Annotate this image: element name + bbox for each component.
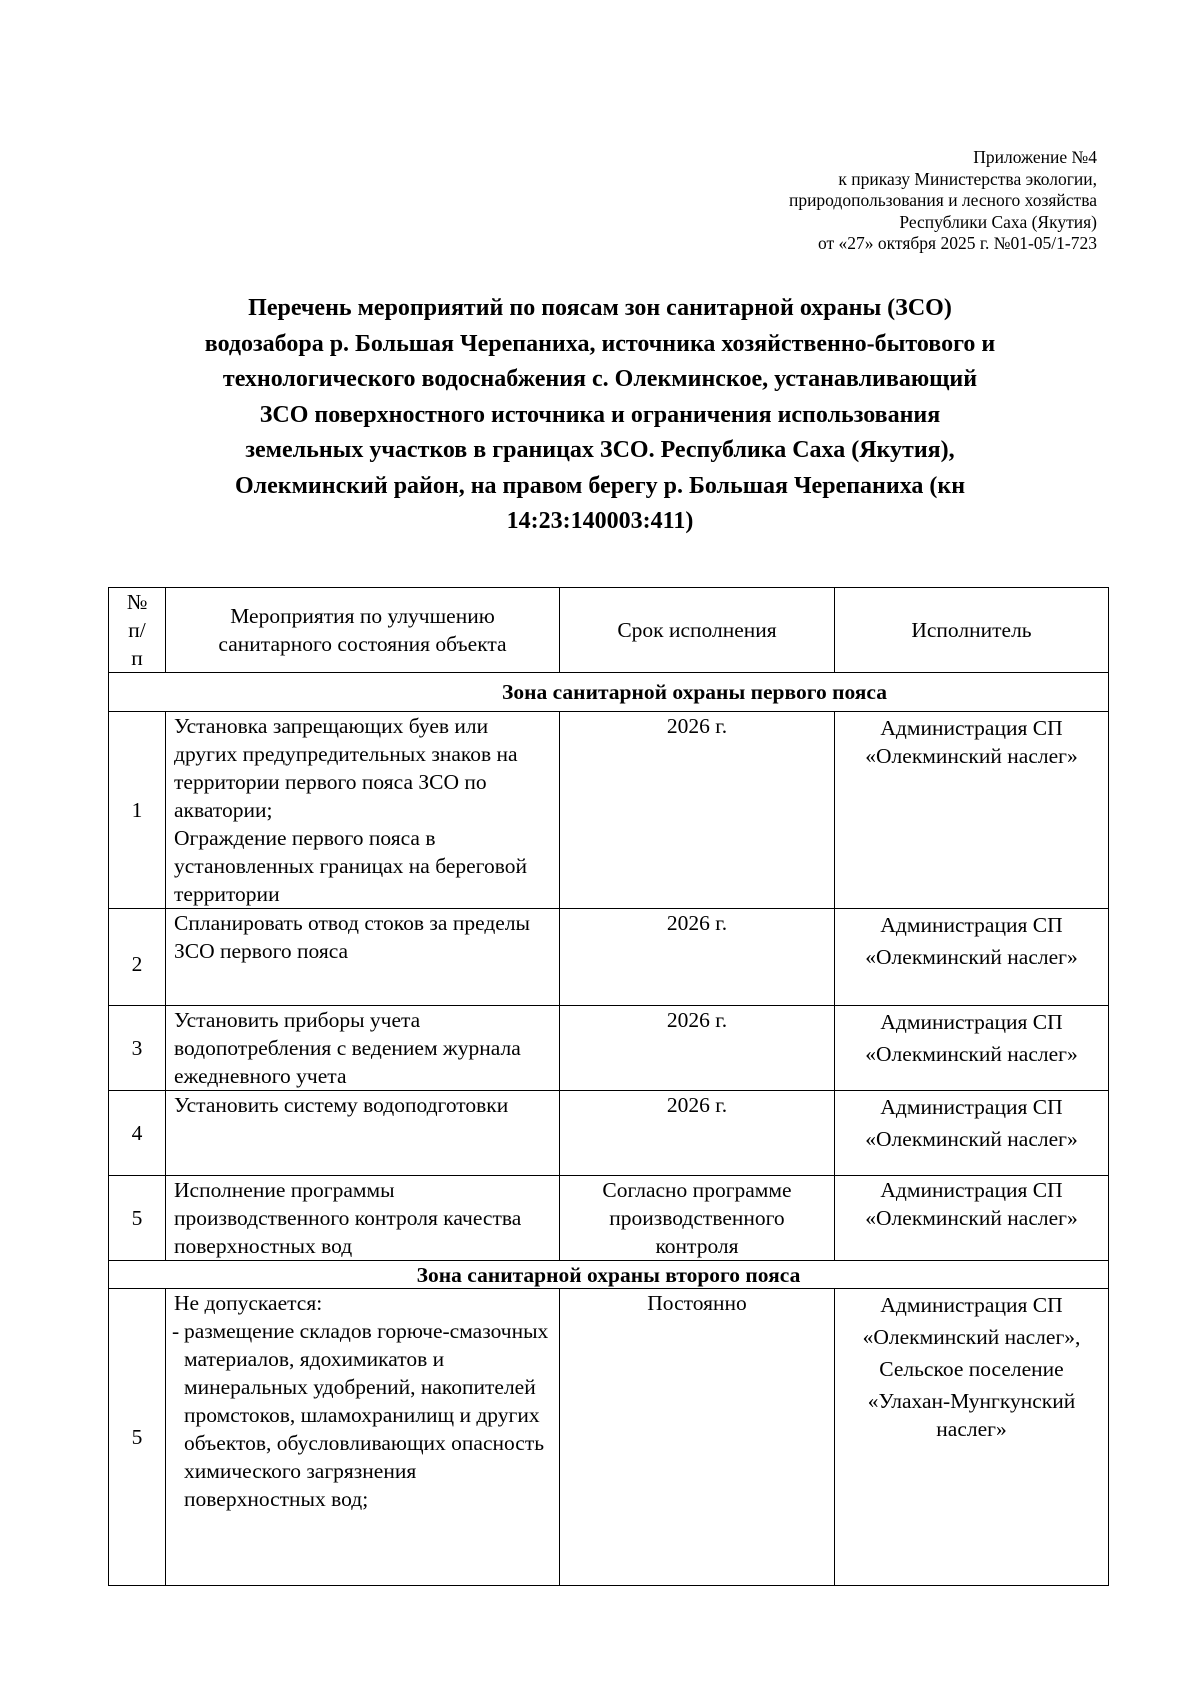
row-measure: Установить приборы учета водопотребления с ведением журнала ежедневного учета [166,1006,560,1091]
row-deadline: 2026 г. [560,909,835,1006]
table-row [109,1006,1109,1091]
header-deadline: Срок исполнения [560,588,835,673]
measures-table [108,587,1109,1586]
title-line: 14:23:140003:411) [506,508,694,534]
row-number: 4 [109,1091,166,1176]
executor-text: «Олекминский наслег» [865,1206,1078,1230]
table-row [109,909,1109,1006]
title-line: Олекминский район, на правом берегу р. Большая Черепаниха (кн [234,472,966,499]
row-measure: Исполнение программы производственного контроля качества поверхностных вод [166,1176,560,1261]
row-number: 3 [109,1006,166,1091]
zone-row [109,1261,1109,1289]
row-deadline: Согласно программе производственного контроля [560,1176,835,1261]
row-executor [835,712,1109,909]
row-number: 5 [109,1176,166,1261]
header-measure: Мероприятия по улучшению санитарного состояния объекта [166,588,560,673]
measure-text: Ограждение первого пояса в установленных границах на береговой территории [174,826,527,906]
appendix-line: от «27» октября 2025 г. №01-05/1-723 [817,233,1097,253]
document-title [120,291,1080,540]
appendix-line: к приказу Министерства экологии, [838,168,1097,189]
appendix-line: природопользования и лесного хозяйства [788,190,1097,210]
executor-text: «Олекминский наслег» [865,1042,1078,1066]
table-row [109,1176,1109,1261]
appendix-line: Приложение №4 [973,147,1097,167]
header-num: № п/п [109,588,166,673]
executor-text: Администрация СП [880,1010,1063,1034]
measure-text: Установка запрещающих буев или других предупредительных знаков на территории первого пояса ЗСО по акватории; [174,714,518,822]
row-deadline: 2026 г. [560,1091,835,1176]
zone-row [109,673,1109,712]
row-executor [835,1091,1109,1176]
executor-text: Администрация СП [880,716,1063,740]
row-number: 5 [109,1289,166,1586]
table-header-row [109,588,1109,673]
row-executor [835,1176,1109,1261]
executor-text: Администрация СП [880,1293,1063,1317]
row-executor [835,1006,1109,1091]
table-row [109,1289,1109,1586]
list-item: - размещение складов горюче-смазочных материалов, ядохимикатов и минеральных удобрений, накопителей промстоков, шламохранилищ и других объектов, обусловливающих опасность химического загрязнения поверхностных вод; [174,1317,551,1513]
title-line: технологического водоснабжения с. Олекминское, устанавливающий [222,366,978,392]
row-deadline: 2026 г. [560,1006,835,1091]
title-line: водозабора р. Большая Черепаниха, источника хозяйственно-бытового и [204,330,996,357]
title-line: земельных участков в границах ЗСО. Республика Саха (Якутия), [245,437,955,463]
row-measure [166,1289,560,1586]
header-executor: Исполнитель [835,588,1109,673]
row-deadline: Постоянно [560,1289,835,1586]
measure-text: Не допускается: [174,1291,323,1315]
prohibited-list [174,1317,551,1513]
title-line: Перечень мероприятий по поясам зон санитарной охраны (ЗСО) [248,295,952,321]
executor-text: «Олекминский наслег» [865,744,1078,768]
executor-text: «Олекминский наслег» [865,1127,1078,1151]
executor-text: Сельское поселение [879,1357,1064,1381]
executor-text: Администрация СП [880,1178,1063,1202]
executor-text: Администрация СП [880,913,1063,937]
appendix-line: Республики Саха (Якутия) [899,211,1097,232]
row-measure: Установить систему водоподготовки [166,1091,560,1176]
row-number: 1 [109,712,166,909]
row-deadline: 2026 г. [560,712,835,909]
executor-text: «Улахан-Мунгкунский наслег» [867,1389,1076,1441]
zone-2-heading: Зона санитарной охраны второго пояса [109,1261,1109,1289]
title-line: ЗСО поверхностного источника и ограничения использования [259,401,941,428]
row-number: 2 [109,909,166,1006]
executor-text: «Олекминский наслег», [862,1325,1081,1349]
executor-text: «Олекминский наслег» [865,945,1078,969]
table-row [109,712,1109,909]
appendix-block [789,147,1097,255]
executor-text: Администрация СП [880,1095,1063,1119]
row-executor [835,1289,1109,1586]
zone-1-heading: Зона санитарной охраны первого пояса [109,673,1109,712]
row-executor [835,909,1109,1006]
row-measure [166,712,560,909]
table-row [109,1091,1109,1176]
row-measure: Спланировать отвод стоков за пределы ЗСО первого пояса [166,909,560,1006]
